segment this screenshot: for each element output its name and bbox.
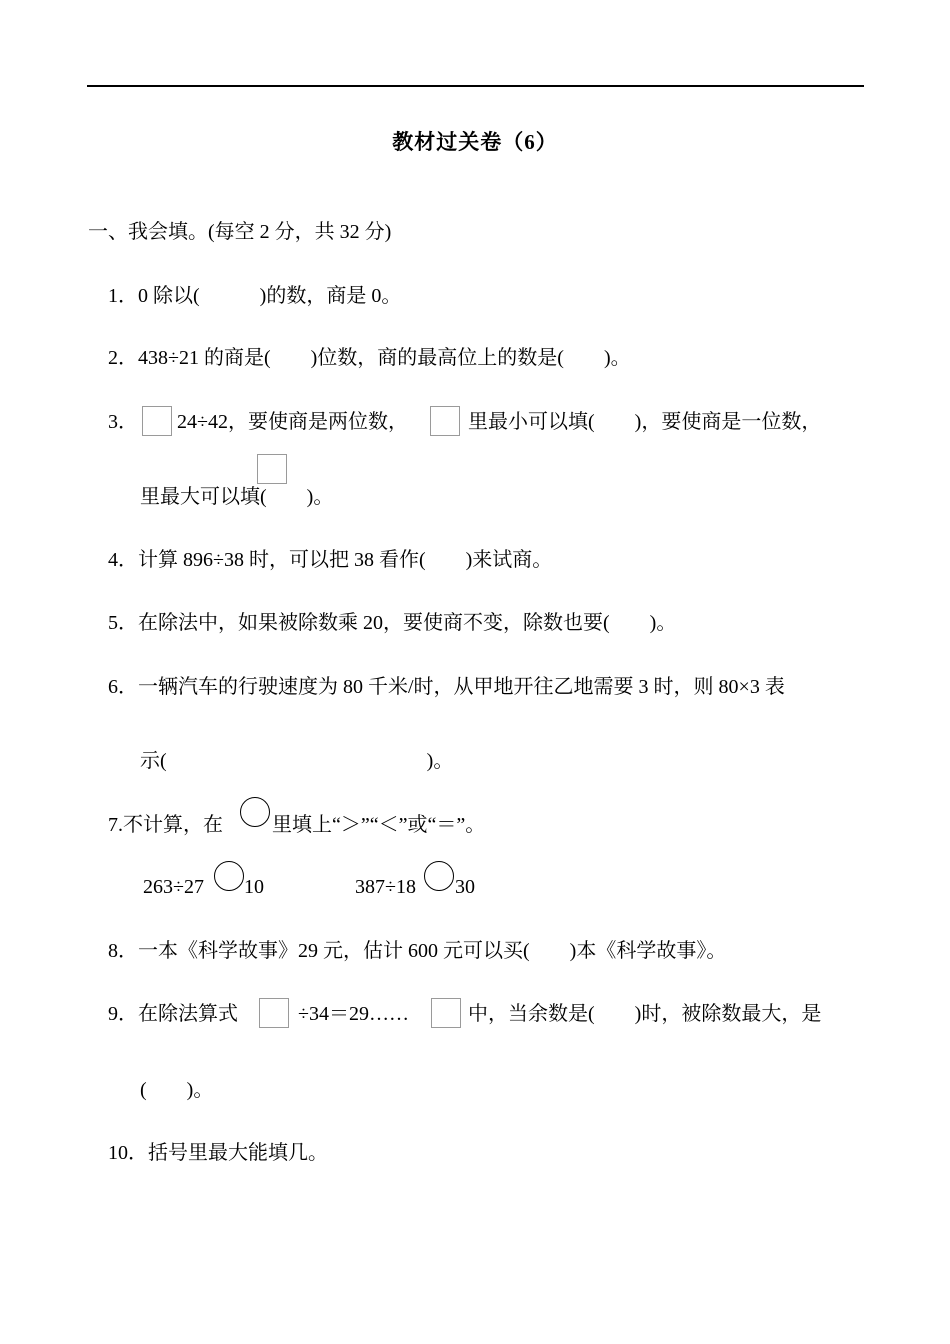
question-6-line-2: 示( )。 — [140, 750, 454, 772]
question-10: 10．括号里最大能填几。 — [108, 1142, 328, 1164]
question-9-text-c: 中，当余数是( )时，被除数最大，是 — [468, 1003, 822, 1025]
compare-expression-1-left: 263÷27 — [143, 876, 204, 898]
question-1: 1．0 除以( )的数，商是 0。 — [108, 285, 402, 307]
top-rule — [87, 85, 864, 87]
compare-expression-2-left: 387÷18 — [355, 876, 416, 898]
question-7-text-a: 7.不计算，在 — [108, 814, 223, 836]
question-3-text-c: 里最大可以填( )。 — [140, 486, 334, 508]
question-5: 5．在除法中，如果被除数乘 20，要使商不变，除数也要( )。 — [108, 612, 677, 634]
question-9-text-a: 9．在除法算式 — [108, 1003, 238, 1025]
answer-box[interactable] — [259, 998, 289, 1028]
answer-box[interactable] — [142, 406, 172, 436]
answer-box[interactable] — [257, 454, 287, 484]
question-3-number: 3． — [108, 411, 138, 433]
question-7-text-b: 里填上“＞”“＜”或“＝”。 — [272, 814, 486, 836]
page-title: 教材过关卷（6） — [392, 130, 558, 154]
question-2: 2．438÷21 的商是( )位数，商的最高位上的数是( )。 — [108, 347, 631, 369]
compare-circle[interactable] — [214, 861, 244, 891]
question-9-text-b: ÷34＝29…… — [298, 1003, 409, 1025]
question-3-text-b: 里最小可以填( )，要使商是一位数， — [468, 411, 822, 433]
question-6-line-1: 6．一辆汽车的行驶速度为 80 千米/时，从甲地开往乙地需要 3 时，则 80×3 表 — [108, 676, 785, 698]
answer-box[interactable] — [430, 406, 460, 436]
question-9-line-2: ( )。 — [140, 1079, 214, 1101]
answer-box[interactable] — [431, 998, 461, 1028]
compare-expression-2-right: 30 — [455, 876, 475, 898]
question-4: 4．计算 896÷38 时，可以把 38 看作( )来试商。 — [108, 549, 553, 571]
section-heading: 一、我会填。(每空 2 分，共 32 分) — [88, 221, 392, 243]
compare-circle[interactable] — [240, 797, 270, 827]
compare-expression-1-right: 10 — [244, 876, 264, 898]
question-8: 8．一本《科学故事》29 元，估计 600 元可以买( )本《科学故事》。 — [108, 940, 727, 962]
compare-circle[interactable] — [424, 861, 454, 891]
question-3-text-a: 24÷42，要使商是两位数， — [177, 411, 408, 433]
